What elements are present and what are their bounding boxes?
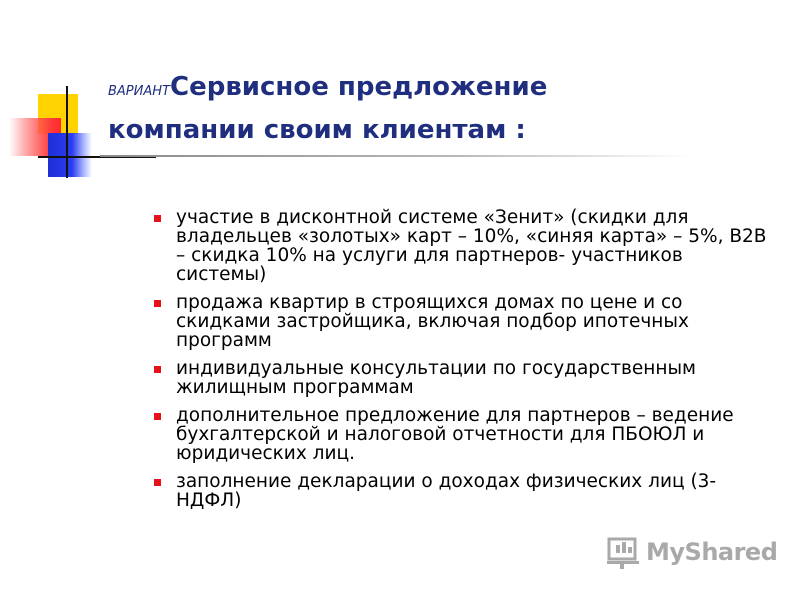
title-underline (100, 155, 692, 157)
list-item (154, 293, 774, 350)
bullet-icon (154, 215, 161, 222)
list-item (154, 359, 774, 397)
list-item-text: заполнение декларации о доходах физических лиц (3-НДФЛ) (176, 471, 717, 511)
title-line-1: Сервисное предложение (170, 72, 548, 102)
list-item-text: участие в дисконтной системе «Зенит» (скидки для владельцев «золотых» карт – 10%, «синяя карта» – 5%, В2В – скидка 10% на услуги для партнеров- участников системы) (176, 207, 767, 285)
list-item (154, 208, 774, 284)
list-item (154, 472, 774, 510)
slide-title (108, 68, 668, 149)
decor-blue-square (48, 133, 92, 177)
bullet-icon (154, 300, 161, 307)
watermark-logo (606, 536, 778, 572)
bullet-icon (154, 479, 161, 486)
bullet-icon (154, 413, 161, 420)
list-item-text: индивидуальные консультации по государственным жилищным программам (176, 358, 697, 398)
variant-label: ВАРИАНТ (108, 84, 170, 99)
watermark-text: MyShared (646, 538, 778, 566)
list-item-text: дополнительное предложение для партнеров – ведение бухгалтерской и налоговой отчетности для ПБОЮЛ и юридических лиц. (176, 405, 734, 464)
chalkboard-icon (606, 536, 642, 570)
list-item (154, 406, 774, 463)
service-list (154, 208, 774, 519)
decor-vertical-line (66, 86, 68, 178)
title-line-2: компании своим клиентам : (108, 115, 526, 145)
bullet-icon (154, 366, 161, 373)
list-item-text: продажа квартир в строящихся домах по цене и со скидками застройщика, включая подбор ипотечных программ (176, 292, 689, 351)
